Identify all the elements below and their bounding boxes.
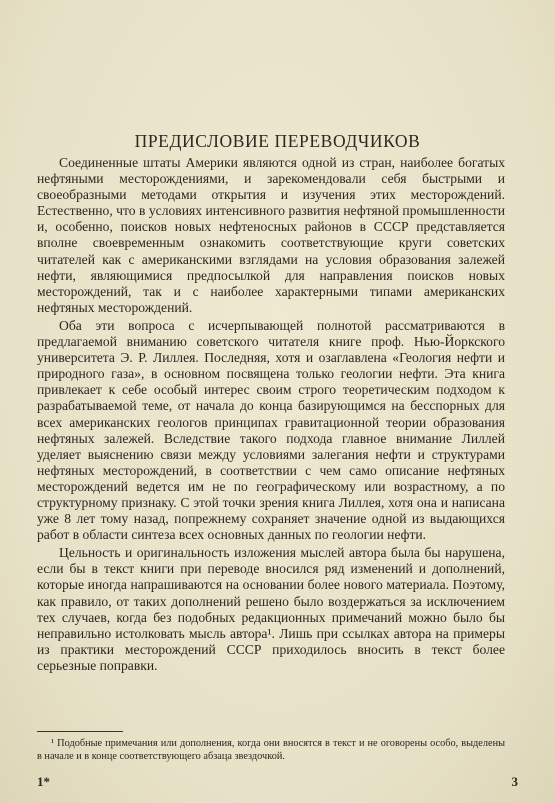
printer-signature: 1* xyxy=(37,774,50,789)
body-text xyxy=(37,155,505,674)
paragraph: Оба эти вопроса с исчерпывающей полнотой рассматриваются в предлагаемой вниманию советского читателя книге проф. Нью-Йоркского университета Э. Р. Лиллея. Последняя, хотя и озаглавлена «Геология нефти и природного газа», в основном посвящена только геологии нефти. Эта книга привлекает к себе особый интерес своим строго теоретическим подходом к разрабатываемой теме, от начала до конца базирующимся на бесспорных для всех американских геологов принципах гравитационной теории образования нефтяных залежей. Вследствие такого подхода главное внимание Лиллей уделяет выяснению связи между условиями залегания нефти и структурами нефтяных месторождений, в соответствии с чем само описание нефтяных месторождений ведется им не по географическому или возрастному, а по структурному признаку. С этой точки зрения книга Лиллея, хотя она и написана уже 8 лет тому назад, попрежнему сохраняет значение одной из выдающихся работ в области синтеза всех основных данных по геологии нефти. xyxy=(37,317,505,543)
paragraph: Цельность и оригинальность изложения мыслей автора была бы нарушена, если бы в текст книги при переводе вносился ряд изменений и дополнений, которые иногда напрашиваются на основании более нового материала. Поэтому, как правило, от таких дополнений решено было воздержаться за исключением тех случаев, когда без подобных редакционных примечаний можно было бы неправильно истолковать мысль автора¹. Лишь при ссылках автора на примеры из практики месторождений СССР приходилось вносить в текст более серьезные поправки. xyxy=(37,545,505,673)
page-number: 3 xyxy=(511,774,518,789)
page-title: ПРЕДИСЛОВИЕ ПЕРЕВОДЧИКОВ xyxy=(134,131,421,151)
paragraph: Соединенные штаты Америки являются одной из стран, наиболее богатых нефтяными месторождениями, и зарекомендовали себя быстрыми и своеобразными методами открытия и изучения этих месторождений. Естественно, что в условиях интенсивного развития нефтяной промышленности и, особенно, поисков новых нефтеносных районов в СССР представляется вполне своевременным ознакомить соответствующие круги советских читателей как с американскими взглядами на условия образования залежей нефти, являющимися предпосылкой для направления поисков новых месторождений, так и с наиболее характерными типами американских нефтяных месторождений. xyxy=(37,155,505,315)
footnote-divider xyxy=(37,731,123,732)
footnote-text: ¹ Подобные примечания или дополнения, когда они вносятся в текст и не оговорены особо, выделены в начале и в конце соответствующего абзаца звездочкой. xyxy=(37,738,505,762)
footnote xyxy=(37,737,505,763)
